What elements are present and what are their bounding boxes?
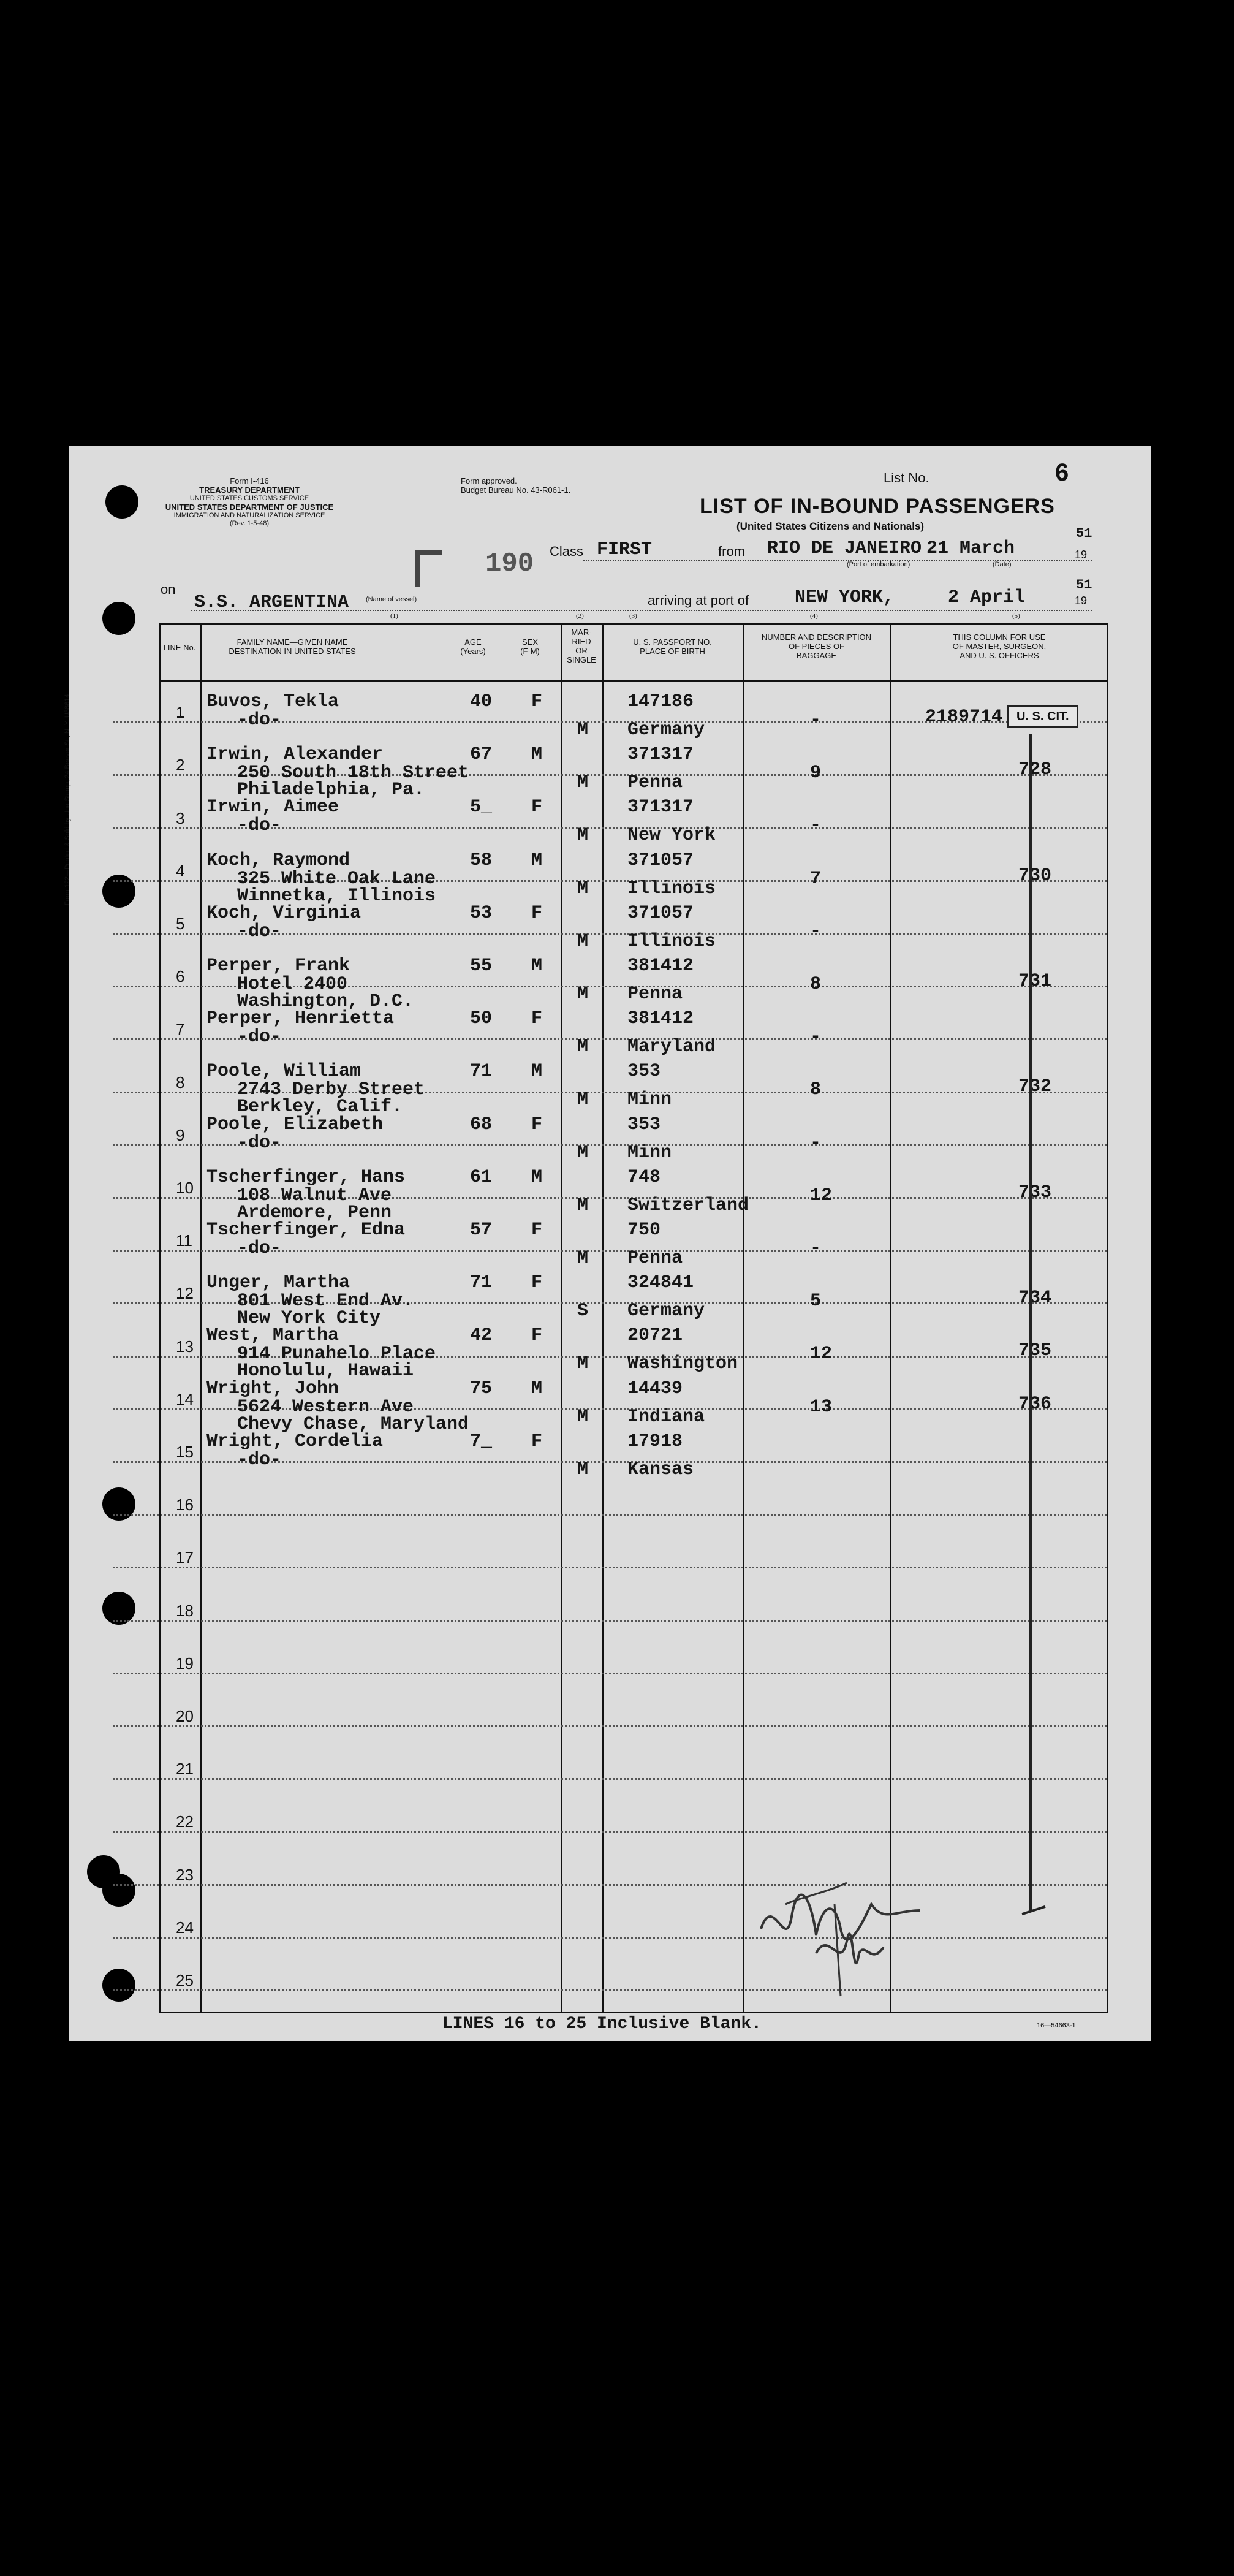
col-header-married: MAR- RIED OR SINGLE — [567, 628, 596, 664]
passenger-name: Irwin, Alexander — [206, 744, 384, 766]
officer-number: 728 — [1018, 759, 1052, 781]
destination-line: 250 South 18th Street — [237, 762, 469, 784]
year-value: 51 — [1076, 526, 1092, 541]
place-of-birth: Kansas — [627, 1459, 694, 1480]
line-number: 1 — [176, 703, 185, 722]
passport-number: 381412 — [627, 956, 694, 976]
passenger-name: Wright, John — [206, 1378, 339, 1399]
sex: M — [531, 849, 543, 871]
baggage-count: 5 — [810, 1291, 822, 1312]
officer-signature — [749, 1880, 933, 2002]
place-of-birth: Illinois — [627, 878, 716, 899]
year-prefix-2: 19 — [1075, 595, 1088, 607]
row-line — [113, 1989, 1107, 1991]
destination-line: 325 White Oak Lane — [237, 868, 436, 889]
marital-status: M — [577, 772, 589, 794]
on-label: on — [161, 582, 176, 597]
col-header-line: LINE No. — [163, 643, 196, 652]
line-number: 18 — [176, 1601, 194, 1620]
marital-status: M — [577, 1142, 589, 1163]
place-of-birth: Penna — [627, 1248, 683, 1269]
age: 75 — [470, 1378, 493, 1399]
baggage-count: 12 — [810, 1343, 833, 1365]
destination-line: -do- — [237, 1132, 282, 1153]
marital-status: M — [577, 1459, 589, 1480]
row-line — [113, 1778, 1107, 1780]
line-number: 11 — [176, 1231, 192, 1250]
baggage-count: - — [810, 1027, 822, 1048]
place-of-birth: Washington — [627, 1353, 738, 1375]
row-line — [113, 1620, 1107, 1622]
line-number: 3 — [176, 808, 185, 827]
place-of-birth: Penna — [627, 984, 683, 1005]
baggage-count: - — [810, 1132, 822, 1153]
row-line — [113, 1831, 1107, 1833]
line-number: 21 — [176, 1760, 194, 1779]
row-line — [113, 1725, 1107, 1727]
manifest-page: Form I-416 TREASURY DEPARTMENT UNITED STATES CUSTOMS SERVICE UNITED STATES DEPARTMENT OF JUSTICE IMMIGRATION AND NATURALIZATION SERVICE (Rev. 1-5-48) Form approved. Budget Bureau No. 43-R061-1. List No. 6 LIST OF IN-BOUND PASSENGERS (United States Citizens and Nationals) 190 Class FIRST from RIO DE JANEIRO (Port of embarkation) 21 March (Date) 19 51 on S.S. ARGENTINA (Name of vessel) arriving at port of NEW YORK, 2 April 19 51 (1) (2) (3) (4) (5) LINE No. FAMILY NAME—GIVEN NAME DESTINATION IN UNITED STATES AGE (Years) SEX (F-M) MAR- RIED OR SINGLE U. S. PASSPORT NO. PLACE OF BIRTH NUMBER AND DESCRIPTION OF PIECES OF BAGGAGE THIS COLUMN FOR USE OF MASTER, SURGEON, AND U. S. OFFICERS 1 2 3 4 5 6 7 8 9 10 11 12 13 14 15 16 17 18 19 20 21 22 23 24 25 Buvos, Tekla -do- 40 F M 147186 Germany - 2189714 Irwin, Alexander 250 South 18th Street Philadelphia, Pa. 67 M M 371317 Penna 9 728 Irwin, Aimee -do- 5_ F M 371317 New York - Koch, Raymond 325 White Oak Lane Winnetka, Illinois 58 M M 371057 Illinois 7 730 Koch, Virginia -do- 53 F M 371057 Illinois - Perper, Frank Hotel 2400 Washington, D.C. 55 M M 381412 Penna 8 731 Perper, Henrietta -do- 50 F M 381412 Maryland - Poole, William 2743 Derby Street Berkley, Calif. 71 M M 353 Minn 8 732 Poole, Elizabeth -do- 68 F M 353 Minn - Tscherfinger, Hans 108 Walnut Ave Ardemore, Penn 61 M M 748 Switzerland 12 733 Tscherfinger, Edna -do- 57 F M 750 Penna - Unger, Martha 801 West End Av. New York City 71 F S 324841 Germany 5 734 West, Martha 914 Punahelo Place Honolulu, Hawaii 42 F M 20721 Washington 12 735 Wright, John 5624 Western Ave Chevy Chase, Maryland 75 M M 14439 Indiana 13 736 Wright, Cordelia -do- 7_ F M 17918 Kansas U. S. CIT. LINES 16 to 25 Inclusive Blank. 16—54663-1 Form 122—Printed & Sold by Una Stamp, 24 Beaver St., N. Y. U38614 — [69, 446, 1151, 2041]
passport-number: 371317 — [627, 797, 694, 818]
passenger-name: Poole, William — [206, 1061, 361, 1082]
baggage-count: 9 — [810, 762, 822, 784]
line-number: 6 — [176, 967, 185, 986]
line-number: 7 — [176, 1020, 185, 1039]
place-of-birth: Minn — [627, 1142, 672, 1163]
baggage-count: - — [810, 815, 822, 837]
place-of-birth: Illinois — [627, 930, 716, 952]
port-of-arrival: NEW YORK, — [795, 587, 895, 608]
col-header-name: FAMILY NAME—GIVEN NAME DESTINATION IN UNITED STATES — [229, 637, 356, 656]
officer-number: 734 — [1018, 1288, 1052, 1309]
line-number: 14 — [176, 1389, 194, 1408]
destination-line: Berkley, Calif. — [237, 1096, 403, 1118]
col-header-passport: U. S. PASSPORT NO. PLACE OF BIRTH — [633, 637, 712, 656]
form-info: Form I-416 TREASURY DEPARTMENT UNITED STATES CUSTOMS SERVICE UNITED STATES DEPARTMENT OF JUSTICE IMMIGRATION AND NATURALIZATION SERVICE (Rev. 1-5-48) — [165, 476, 334, 527]
line-number: 16 — [176, 1495, 194, 1514]
marital-status: M — [577, 1089, 589, 1111]
marital-status: M — [577, 825, 589, 846]
budget-info: Form approved. Budget Bureau No. 43-R061-1. — [461, 476, 571, 495]
col-header-sex: SEX (F-M) — [520, 637, 540, 656]
list-subtitle: (United States Citizens and Nationals) — [736, 520, 925, 532]
passenger-name: Koch, Virginia — [206, 902, 361, 924]
marital-status: M — [577, 1406, 589, 1427]
baggage-count: 8 — [810, 974, 822, 995]
line-number: 22 — [176, 1812, 194, 1831]
passport-number: 17918 — [627, 1430, 683, 1452]
passport-number: 324841 — [627, 1272, 694, 1294]
place-of-birth: Indiana — [627, 1406, 705, 1427]
age: 50 — [470, 1008, 493, 1030]
sex: M — [531, 744, 543, 766]
passenger-name: Tscherfinger, Hans — [206, 1166, 406, 1188]
line-number: 17 — [176, 1548, 194, 1567]
sex: F — [531, 797, 543, 818]
line-number: 25 — [176, 1971, 194, 1989]
arriving-label: arriving at port of — [648, 593, 749, 608]
sex: F — [531, 1430, 543, 1452]
marital-status: M — [577, 1195, 589, 1216]
officer-number: 733 — [1018, 1182, 1052, 1203]
marital-status: M — [577, 720, 589, 740]
baggage-count: - — [810, 921, 822, 942]
destination-line: 801 West End Av. — [237, 1291, 414, 1312]
destination-line: Chevy Chase, Maryland — [237, 1413, 469, 1435]
punch-hole — [102, 1874, 135, 1907]
destination-line: Philadelphia, Pa. — [237, 780, 425, 801]
passport-number: 748 — [627, 1166, 661, 1188]
place-of-birth: Penna — [627, 772, 683, 794]
destination-line: New York City — [237, 1308, 381, 1329]
place-of-birth: Switzerland — [627, 1195, 749, 1216]
sex: M — [531, 1378, 543, 1399]
place-of-birth: Germany — [627, 720, 705, 740]
destination-line: 914 Punahelo Place — [237, 1343, 436, 1365]
row-line — [113, 1937, 1107, 1939]
page-number: 6 — [1055, 459, 1069, 486]
year-value-2: 51 — [1076, 577, 1092, 593]
passenger-name: Poole, Elizabeth — [206, 1114, 384, 1135]
destination-line: -do- — [237, 1027, 282, 1048]
baggage-count: - — [810, 1238, 822, 1259]
passport-number: 353 — [627, 1114, 661, 1135]
passenger-name: Perper, Frank — [206, 956, 350, 976]
punch-hole — [102, 1969, 135, 2002]
sex: M — [531, 956, 543, 976]
marital-status: M — [577, 984, 589, 1005]
passport-number: 750 — [627, 1220, 661, 1241]
destination-line: -do- — [237, 815, 282, 837]
age: 7_ — [470, 1430, 493, 1452]
age: 53 — [470, 902, 493, 924]
destination-line: -do- — [237, 1449, 282, 1470]
punch-hole — [105, 485, 138, 519]
age: 40 — [470, 691, 493, 712]
marital-status: M — [577, 1353, 589, 1375]
officer-check-line — [1029, 734, 1032, 1910]
row-line — [113, 1567, 1107, 1568]
passport-number: 371317 — [627, 744, 694, 766]
baggage-count: 13 — [810, 1396, 833, 1418]
sex: F — [531, 691, 543, 712]
row-line — [113, 1514, 1107, 1516]
age: 71 — [470, 1061, 493, 1082]
sex: F — [531, 1008, 543, 1030]
age: 71 — [470, 1272, 493, 1294]
destination-line: Hotel 2400 — [237, 974, 348, 995]
marital-status: M — [577, 1036, 589, 1058]
line-number: 15 — [176, 1443, 194, 1461]
place-of-birth: New York — [627, 825, 716, 846]
passport-number: 381412 — [627, 1008, 694, 1030]
port-caption: (Port of embarkation) — [847, 561, 910, 568]
sex: M — [531, 1166, 543, 1188]
year-prefix: 19 — [1075, 549, 1088, 561]
sex: M — [531, 1061, 543, 1082]
passenger-name: West, Martha — [206, 1325, 339, 1347]
line-number: 5 — [176, 914, 185, 933]
age: 58 — [470, 849, 493, 871]
age: 61 — [470, 1166, 493, 1188]
printer-note: Form 122—Printed & Sold by Una Stamp, 24 Beaver St., N. Y. U38614 — [64, 694, 71, 905]
destination-line: -do- — [237, 710, 282, 731]
age: 42 — [470, 1325, 493, 1347]
passport-number: 371057 — [627, 849, 694, 871]
punch-hole — [102, 602, 135, 635]
passport-number: 371057 — [627, 902, 694, 924]
col-header-age: AGE (Years) — [460, 637, 486, 656]
col-header-baggage: NUMBER AND DESCRIPTION OF PIECES OF BAGGAGE — [761, 633, 872, 660]
officer-number: 731 — [1018, 971, 1052, 992]
line-number: 23 — [176, 1865, 194, 1884]
destination-line: Ardemore, Penn — [237, 1202, 392, 1223]
passenger-name: Perper, Henrietta — [206, 1008, 395, 1030]
line-number: 4 — [176, 861, 185, 880]
line-number: 9 — [176, 1125, 185, 1144]
class-label: Class — [550, 544, 584, 559]
sex: F — [531, 1114, 543, 1135]
passenger-name: Irwin, Aimee — [206, 797, 339, 818]
line-number: 12 — [176, 1284, 194, 1303]
officer-number: 732 — [1018, 1076, 1052, 1098]
port-of-embarkation: RIO DE JANEIRO — [767, 538, 922, 559]
sex: F — [531, 902, 543, 924]
vessel-caption: (Name of vessel) — [366, 596, 417, 603]
vessel-name: S.S. ARGENTINA — [194, 592, 349, 613]
passenger-name: Buvos, Tekla — [206, 691, 339, 712]
date-caption: (Date) — [993, 561, 1012, 568]
place-of-birth: Germany — [627, 1301, 705, 1322]
stamp-number: 190 — [485, 549, 534, 579]
marital-status: M — [577, 878, 589, 899]
officer-number: 730 — [1018, 865, 1052, 886]
line-number: 10 — [176, 1179, 194, 1197]
destination-line: 5624 Western Ave — [237, 1396, 414, 1418]
passenger-name: Tscherfinger, Edna — [206, 1220, 406, 1241]
line-number: 2 — [176, 756, 185, 775]
row-line — [113, 1673, 1107, 1674]
stamp-mark — [415, 550, 442, 587]
embark-date: 21 March — [926, 538, 1015, 559]
passport-number: 147186 — [627, 691, 694, 712]
arrival-date: 2 April — [948, 587, 1026, 608]
passenger-name: Wright, Cordelia — [206, 1430, 384, 1452]
officer-number: 735 — [1018, 1340, 1052, 1362]
baggage-count: 12 — [810, 1185, 833, 1206]
destination-line: -do- — [237, 921, 282, 942]
sex: F — [531, 1272, 543, 1294]
line-number: 8 — [176, 1073, 185, 1092]
destination-line: 2743 Derby Street — [237, 1079, 425, 1101]
form-code: 16—54663-1 — [1037, 2022, 1076, 2029]
col-header-officers: THIS COLUMN FOR USE OF MASTER, SURGEON, AND U. S. OFFICERS — [952, 633, 1047, 660]
officer-number: 2189714 — [925, 707, 1003, 728]
baggage-count: 8 — [810, 1079, 822, 1101]
passport-number: 20721 — [627, 1325, 683, 1347]
line-number: 24 — [176, 1918, 194, 1937]
age: 57 — [470, 1220, 493, 1241]
line-number: 19 — [176, 1654, 194, 1673]
destination-line: Winnetka, Illinois — [237, 885, 436, 906]
destination-line: 108 Walnut Ave — [237, 1185, 392, 1206]
passport-number: 14439 — [627, 1378, 683, 1399]
line-number: 13 — [176, 1337, 194, 1356]
age: 55 — [470, 956, 493, 976]
passenger-name: Unger, Martha — [206, 1272, 350, 1294]
destination-line: Washington, D.C. — [237, 991, 414, 1012]
destination-line: -do- — [237, 1238, 282, 1259]
baggage-count: 7 — [810, 868, 822, 889]
list-number-label: List No. — [884, 470, 929, 485]
age: 67 — [470, 744, 493, 766]
baggage-count: - — [810, 710, 822, 731]
destination-line: Honolulu, Hawaii — [237, 1361, 414, 1382]
marital-status: M — [577, 930, 589, 952]
place-of-birth: Maryland — [627, 1036, 716, 1058]
footer-note: LINES 16 to 25 Inclusive Blank. — [442, 2015, 762, 2034]
list-title: LIST OF IN-BOUND PASSENGERS — [700, 495, 1055, 518]
age: 5_ — [470, 797, 493, 818]
row-line — [113, 1884, 1107, 1886]
line-number: 20 — [176, 1707, 194, 1725]
sex: F — [531, 1220, 543, 1241]
place-of-birth: Minn — [627, 1089, 672, 1111]
from-label: from — [718, 544, 745, 559]
passport-number: 353 — [627, 1061, 661, 1082]
officer-number: 736 — [1018, 1393, 1052, 1415]
sex: F — [531, 1325, 543, 1347]
age: 68 — [470, 1114, 493, 1135]
class-value: FIRST — [597, 539, 653, 560]
us-citizen-stamp: U. S. CIT. — [1007, 705, 1078, 728]
marital-status: S — [577, 1301, 589, 1322]
passenger-name: Koch, Raymond — [206, 849, 350, 871]
marital-status: M — [577, 1248, 589, 1269]
